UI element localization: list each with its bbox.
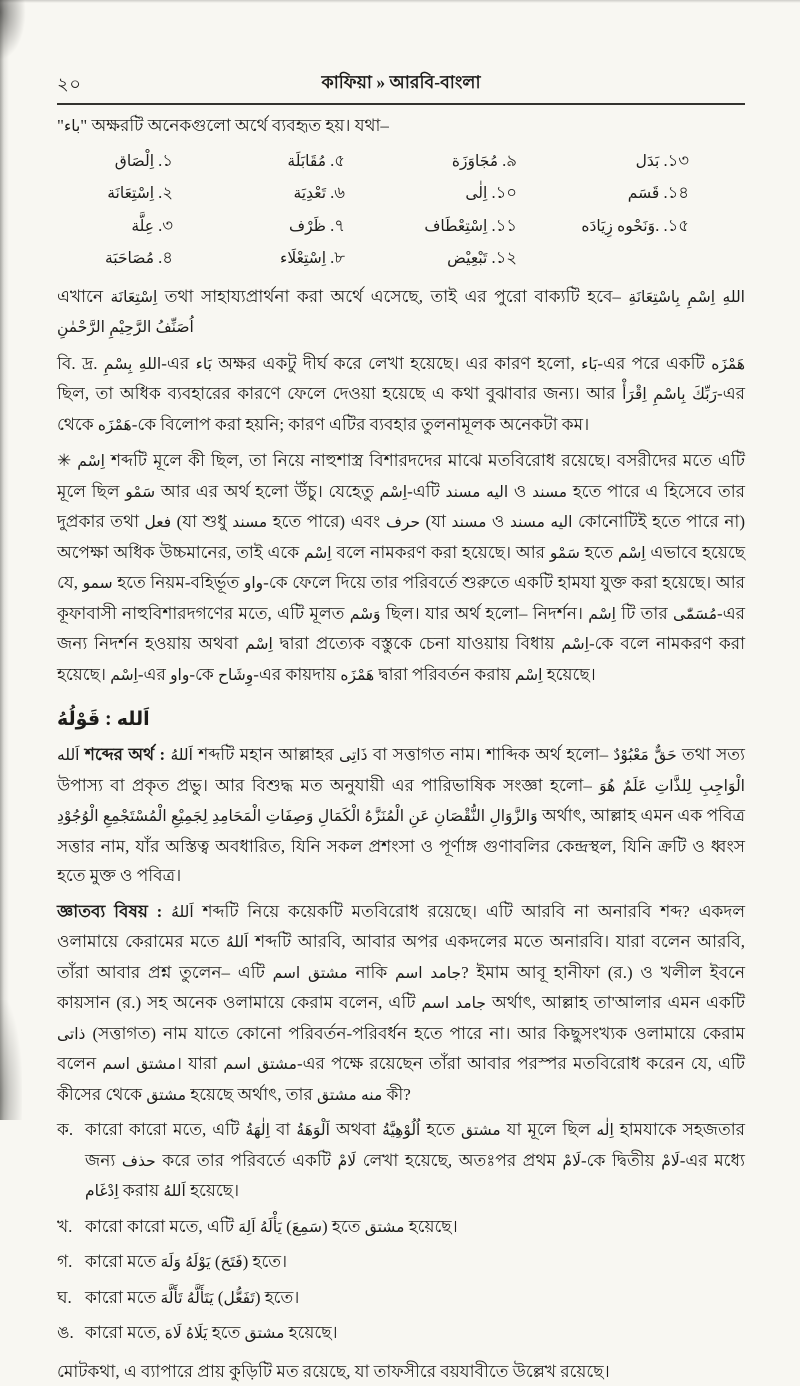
arabic-term: اِسْمِ xyxy=(687,288,715,306)
arabic-term: منه xyxy=(361,1086,382,1104)
bengali-text: কোনোটিই হতে পারে না) অপেক্ষা অধিক উচ্চমানের, তাই একে xyxy=(57,512,745,562)
bengali-text: শব্দটি আরবি, আবার অপর একদলের মতে অনারবি। যারা বলেন আরবি, তাঁরা আবার প্রশ্ন তুলেন– এটি xyxy=(57,932,745,982)
jnatobbo-bishoy-paragraph xyxy=(57,897,745,1111)
bengali-text: দ্বারা পরিবর্তন করায় xyxy=(374,665,515,684)
arabic-term: اسم xyxy=(102,1055,130,1073)
arabic-term: اَللهُ xyxy=(163,1182,185,1200)
bengali-text: ও xyxy=(486,512,510,531)
lead-label: শব্দের অর্থ : xyxy=(79,745,170,764)
arabic-term: هَمْزَه xyxy=(98,416,132,434)
arabic-term: مشتق xyxy=(245,1324,285,1342)
bengali-text: " অক্ষরটি অনেকগুলো অর্থে ব্যবহৃত হয়। যথা– xyxy=(80,116,389,135)
arabic-term: مسند xyxy=(451,513,486,531)
arabic-term: اِسْم xyxy=(561,635,589,653)
bengali-text: -এটি xyxy=(407,482,445,501)
arabic-term: سَمْو xyxy=(550,544,580,562)
item-number: .১৩ xyxy=(659,151,689,170)
arabic-term: مشتق xyxy=(136,1055,176,1073)
arabic-term: اسم xyxy=(395,964,423,982)
ism-origin-paragraph xyxy=(57,446,745,690)
arabic-term: مشتق xyxy=(146,1086,186,1104)
arabic-term: مُقَابَلَة xyxy=(287,152,326,170)
arabic-term: مشتق xyxy=(257,1055,297,1073)
arabic-term: بَاء xyxy=(581,355,597,373)
meaning-item xyxy=(229,242,401,275)
bengali-text: টি তার xyxy=(616,604,673,623)
arabic-term: لَامْ xyxy=(563,1152,581,1170)
arabic-term: مَعْبُوْدٌ xyxy=(613,746,648,764)
arabic-term: عَنِ xyxy=(408,807,429,825)
bengali-text: (সত্তাগত) নাম যাতে কোনো পরিবর্তন-পরিবর্ধন হতে পারে না। আর কিছুসংখ্যক ওলামায়ে কেরাম বলেন xyxy=(57,1024,745,1074)
bengali-text: হতে পারে এ হিসেবে তার দুপ্রকার তথা xyxy=(57,482,745,532)
arabic-term: ذَاتِى xyxy=(339,746,367,764)
arabic-term: سَمْو xyxy=(125,483,155,501)
arabic-term: جامد xyxy=(455,994,486,1012)
bengali-text: ? ইমাম আবূ হানীফা (র.) ও খলীল ইবনে কায়সান (র.) সহ অনেক ওলামায়ে কেরাম বলেন, এটি xyxy=(57,963,745,1013)
meaning-item xyxy=(229,145,401,178)
arabic-term: جامد xyxy=(430,964,461,982)
arabic-term: مُصَاحَبَة xyxy=(105,249,154,267)
bengali-text: লেখা হয়েছে, অতঃপর প্রথম xyxy=(356,1151,562,1170)
arabic-term: زِيَادَه xyxy=(581,217,613,235)
list-item-text xyxy=(85,1318,745,1349)
arabic-term: قَسَم xyxy=(628,184,660,202)
arabic-term: حذف xyxy=(122,1152,156,1170)
bengali-text: (যা xyxy=(420,512,451,531)
arabic-term: اِلٰه xyxy=(596,1121,613,1139)
arabic-term: لَامْ xyxy=(338,1152,356,1170)
bengali-text: ) হতে। xyxy=(243,1252,288,1271)
meaning-item xyxy=(229,210,401,243)
baa-meanings-table xyxy=(57,145,745,275)
arabic-term: تَفَعُّل xyxy=(223,1289,254,1307)
book-title: কাফিয়া » আরবি-বাংলা xyxy=(57,70,745,99)
item-number: .১০ xyxy=(487,183,517,202)
allah-meaning-paragraph xyxy=(57,740,745,891)
item-number: .৮ xyxy=(326,248,345,267)
bengali-text: করে তার পরিবর্তে একটি xyxy=(156,1151,338,1170)
arabic-term: اُلُوْهِيَّةُ xyxy=(382,1121,420,1139)
arabic-term: مُجَاوَزَة xyxy=(452,152,498,170)
arabic-term: اَلله xyxy=(57,746,79,764)
bengali-text: হয়েছে। xyxy=(186,1181,239,1200)
arabic-term: اِدْغَام xyxy=(85,1182,119,1200)
arabic-term: تَعْدِيَة xyxy=(293,184,326,202)
item-number: .৪ xyxy=(154,248,173,267)
arabic-term: الْمَحَامِدِ xyxy=(212,807,261,825)
bengali-text: -এর জন্য নিদর্শন হওয়ায় অথবা xyxy=(57,604,745,654)
arabic-term: هَمْزَه xyxy=(711,355,745,373)
arabic-term: يَوْلَهُ xyxy=(185,1253,210,1271)
bengali-text: হয়েছে। xyxy=(542,665,595,684)
arabic-term: بِاسْمِ xyxy=(653,385,685,403)
arabic-term: عِلَّة xyxy=(131,217,154,235)
list-item-label: গ. xyxy=(57,1247,85,1278)
arabic-term: يَتَأَلَّهُ xyxy=(187,1289,214,1307)
arabic-term: اِسْتِعَانَة xyxy=(111,288,158,306)
bengali-text: ( xyxy=(282,1217,292,1236)
bengali-text: শব্দটি মহান আল্লাহর xyxy=(193,745,339,764)
item-number: .১২ xyxy=(487,248,517,267)
bengali-text: এখানে xyxy=(57,287,111,306)
meaning-item xyxy=(57,242,229,275)
arabic-term: حَقٌّ xyxy=(654,746,677,764)
arabic-term: اسم xyxy=(422,994,450,1012)
arabic-term: مشتق xyxy=(365,1218,405,1236)
bengali-text: -এর থেকে xyxy=(57,384,745,434)
bengali-text: ( xyxy=(211,1252,221,1271)
arabic-term: النُّقْصَانِ xyxy=(434,807,485,825)
arabic-term: مسند xyxy=(510,513,545,531)
bengali-text: হয়েছে। xyxy=(404,1217,457,1236)
arabic-term: حرف xyxy=(386,513,420,531)
arabic-term: اِسْم xyxy=(110,666,138,684)
arabic-term: تَأَلَّهَ xyxy=(160,1289,182,1307)
bengali-text: বা xyxy=(270,1120,297,1139)
list-item-label: খ. xyxy=(57,1212,85,1243)
bengali-text: অথবা xyxy=(330,1120,382,1139)
bengali-text: তথা সাহায্যপ্রার্থনা করা অর্থে এসেছে, তাই এর পুরো বাক্যটি হবে– xyxy=(157,287,628,306)
bengali-text: শব্দটি মূলে কী ছিল, তা নিয়ে নাহুশাস্ত্র বিশারদদের মাঝে মতবিরোধ রয়েছে। বসরীদের মতে এটি মূলে ছিল xyxy=(57,451,745,501)
list-item-label: ঘ. xyxy=(57,1283,85,1314)
arabic-term: اِسْم xyxy=(618,544,646,562)
meanings-column-1 xyxy=(57,145,229,275)
bengali-text: -কে বিলোপ করা হয়নি; কারণ এটির ব্যবহার তুলনামূলক অনেকটা কম। xyxy=(132,415,589,434)
arabic-term: وَلَهَ xyxy=(160,1253,181,1271)
opinion-item-kha xyxy=(57,1212,745,1243)
list-item-label: ঙ. xyxy=(57,1318,85,1349)
bidro-note-paragraph xyxy=(57,349,745,441)
arabic-term: اِلٰى xyxy=(465,184,487,202)
bengali-text: -এর xyxy=(138,665,170,684)
arabic-term: الْكَمَالِ xyxy=(318,807,361,825)
bengali-text: হয়েছে। xyxy=(284,1323,337,1342)
bengali-text: ) হতে xyxy=(322,1217,365,1236)
list-item-text xyxy=(85,1115,745,1207)
arabic-term: اِسْم xyxy=(77,452,105,470)
bengali-text: কারো কারো মতে, এটি xyxy=(85,1217,238,1236)
bengali-text: " xyxy=(57,116,64,135)
opinion-item-uma xyxy=(57,1318,745,1349)
arabic-term: الْمُنَزَّهُ xyxy=(365,807,404,825)
arabic-term: لَاهَ xyxy=(165,1324,182,1342)
opinion-item-ga xyxy=(57,1247,745,1278)
bengali-text: হতে xyxy=(580,543,618,562)
bengali-text: কারো মতে xyxy=(85,1252,160,1271)
bengali-text: কী? xyxy=(382,1085,411,1104)
arabic-term: اليه xyxy=(486,483,508,501)
bengali-text: -কে ফেলে দিয়ে তার পরিবর্তে শুরুতে একটি হামযা যুক্ত করা হয়েছে। আর কূফাবাসী নাহুবিশারদগণের মতে, এটি মূলত xyxy=(57,573,745,623)
arabic-term: يَأْلَهُ xyxy=(260,1218,282,1236)
arabic-term: اِسْم xyxy=(515,666,543,684)
bengali-text: নাকি xyxy=(348,963,395,982)
arabic-term: الرَّحِيْمِ xyxy=(109,318,151,336)
bengali-text: : xyxy=(100,708,117,730)
arabic-term: وَصِفَاتِ xyxy=(266,807,314,825)
item-number: .৯ xyxy=(498,151,517,170)
item-number: .৭ xyxy=(326,216,345,235)
arabic-term: ظَرْف xyxy=(289,217,326,235)
bengali-text: (যা শুধু xyxy=(171,512,232,531)
bengali-text: -এর xyxy=(161,354,195,373)
meaning-item xyxy=(573,177,745,210)
arabic-term: اِسْتِعْطَاف xyxy=(424,217,487,235)
arabic-term: اِسْم xyxy=(379,483,407,501)
opinion-item-gha xyxy=(57,1283,745,1314)
item-number: .১৪ xyxy=(659,183,689,202)
bengali-text: ( xyxy=(214,1288,224,1307)
meaning-item xyxy=(573,145,745,178)
item-number: .৫ xyxy=(326,151,345,170)
arabic-term: مُسَمّٰى xyxy=(673,605,717,623)
bengali-text: করায় xyxy=(119,1181,164,1200)
arabic-term: اِسْم xyxy=(304,544,332,562)
meaning-item xyxy=(401,242,573,275)
meaning-item xyxy=(57,145,229,178)
bengali-text: কারো মতে, xyxy=(85,1323,165,1342)
arabic-term: سمو xyxy=(83,574,113,592)
arabic-term: قَوْلُهُ xyxy=(57,708,100,730)
arabic-term: واو xyxy=(170,666,189,684)
list-item-label: ক. xyxy=(57,1115,85,1207)
arabic-term: رَبِّكَ xyxy=(692,385,717,403)
arabic-term: اَلِهَ xyxy=(238,1218,255,1236)
arabic-term: مشتق xyxy=(461,1121,501,1139)
bengali-text: ছিল, তা অধিক ব্যবহারের কারণে ফেলে দেওয়া হয়েছে এ কথা বুঝাবার জন্য। আর xyxy=(57,384,622,403)
arabic-term: وِشَاح xyxy=(218,666,253,684)
arabic-term: اَللهُ xyxy=(226,933,248,951)
bengali-text: -কে বলে নামকরণ করা হয়েছে। xyxy=(57,634,745,684)
meanings-column-3 xyxy=(401,145,573,275)
list-item-text xyxy=(85,1283,745,1314)
bengali-text: তথা সত্য উপাস্য বা প্রকৃত প্রভু। আর বিশুদ্ধ মত অনুযায়ী এর পারিভাষিক সংজ্ঞা হলো– xyxy=(57,745,745,795)
arabic-term: اَللهُ xyxy=(171,903,193,921)
bengali-text: ও xyxy=(508,482,532,501)
conclusion-paragraph xyxy=(57,1357,745,1386)
meanings-column-4 xyxy=(573,145,745,275)
bengali-text: কারো মতে xyxy=(85,1288,160,1307)
arabic-term: فَتَحَ xyxy=(221,1253,243,1271)
item-number: .১ xyxy=(154,151,173,170)
arabic-term: لِلذَّاتِ xyxy=(655,777,692,795)
arabic-term: مسند xyxy=(232,513,267,531)
bengali-text: অর্থাৎ, আল্লাহ তা'আলার এমন একটি xyxy=(486,993,745,1012)
arabic-term: فعل xyxy=(145,513,172,531)
arabic-term: وَالزَّوَالِ xyxy=(489,807,537,825)
arabic-term: هَمْزَه xyxy=(340,666,374,684)
bengali-text: -কে xyxy=(189,665,218,684)
arabic-term: مسند xyxy=(446,483,481,501)
arabic-term: ذاتى xyxy=(57,1025,85,1043)
arabic-term: عَلَمٌ xyxy=(623,777,648,795)
arabic-term: اِسْم xyxy=(588,605,616,623)
bengali-text: -এর মধ্যে xyxy=(680,1151,745,1170)
bengali-text: দ্বারা প্রত্যেক বস্তুকে চেনা যাওয়ায় বিধায় xyxy=(273,634,562,653)
meaning-item xyxy=(229,177,401,210)
meaning-item xyxy=(57,210,229,243)
arabic-term: سَمِعَ xyxy=(292,1218,322,1236)
page-body xyxy=(57,111,745,1386)
arabic-term: وَسْم xyxy=(350,605,381,623)
item-number: .১১ xyxy=(487,216,517,235)
arabic-term: باء xyxy=(64,117,80,135)
bengali-text: -এর পরে একটি xyxy=(597,354,711,373)
arabic-term: اَلْوَهَةُ xyxy=(296,1121,330,1139)
meaning-item: زِيَادَه وَنَحْوه. .১৫ xyxy=(573,210,745,243)
arabic-term: اِلٰهَةُ xyxy=(245,1121,269,1139)
intro-paragraph xyxy=(57,111,745,142)
bengali-text: যা মূলে ছিল xyxy=(501,1120,597,1139)
arabic-term: اِسْم xyxy=(245,635,273,653)
qawluhu-allah-heading xyxy=(57,704,745,734)
arabic-term: اَللهُ xyxy=(170,746,192,764)
bengali-text: হতে পারে) এবং xyxy=(267,512,386,531)
arabic-term: اِسْتِعْلَاء xyxy=(280,249,326,267)
page-number: ২০ xyxy=(57,74,81,94)
arabic-term: واو xyxy=(244,574,263,592)
opinion-item-ka xyxy=(57,1115,745,1207)
bengali-text: হতে xyxy=(208,1323,245,1342)
bengali-text: অর্থাৎ, আল্লাহ এমন এক পবিত্র সত্তার নাম, যাঁর অস্তিত্ব অবধারিত, যিনি সকল প্রশংসা ও পূর্ণাঙ্গ গুণাবলির কেন্দ্রস্থল, যিনি ক্রটি ও ধ্বংস হতে মুক্ত ও পবিত্র। xyxy=(57,806,745,885)
bengali-text: ) হতে। xyxy=(255,1288,300,1307)
bengali-text: -এর কায়দায় xyxy=(253,665,340,684)
bengali-text: হতে নিয়ম-বহির্ভূত xyxy=(113,573,244,592)
arabic-term: بِسْمِ xyxy=(104,355,132,373)
arabic-term: اللهِ xyxy=(139,355,161,373)
meaning-item xyxy=(57,177,229,210)
lead-label: জ্ঞাতব্য বিষয় : xyxy=(57,902,171,921)
list-item-text xyxy=(85,1247,745,1278)
bengali-text: বা সত্তাগত নাম। শাব্দিক অর্থ হলো– xyxy=(368,745,614,764)
bengali-text: ছিল। যার অর্থ হলো– নিদর্শন। xyxy=(381,604,589,623)
bengali-text: ✳ xyxy=(57,451,77,470)
arabic-term: مشتق xyxy=(317,1086,357,1104)
item-number: .২ xyxy=(154,183,173,202)
bengali-text: বি. দ্র. xyxy=(57,354,104,373)
arabic-term: اليه xyxy=(550,513,572,531)
arabic-term: بَدَل xyxy=(636,152,660,170)
meaning-item xyxy=(401,177,573,210)
item-number: .৬ xyxy=(326,183,345,202)
meaning-item xyxy=(401,145,573,178)
arabic-term: اسم xyxy=(223,1055,251,1073)
arabic-term: يَلَاهُ xyxy=(186,1324,208,1342)
bengali-text: -কে দ্বিতীয় xyxy=(581,1151,661,1170)
arabic-term: لِجَمِيْعِ xyxy=(171,807,208,825)
bengali-text: -এর পক্ষে রয়েছেন তাঁরা আবার পরস্পর মতবিরোধ করেন যে, এটি কীসের থেকে xyxy=(57,1054,745,1104)
bengali-text: আর এর অর্থ হলো উঁচু। যেহেতু xyxy=(155,482,379,501)
page-header xyxy=(57,70,745,94)
arabic-term: الرَّحْمٰنِ xyxy=(57,318,105,336)
arabic-term: تَبْعِيْض xyxy=(447,249,487,267)
bengali-text: এভাবে হয়েছে যে, xyxy=(57,543,745,593)
arabic-term: الْوُجُوْدِ xyxy=(57,807,99,825)
arabic-term: اِلْصَاق xyxy=(115,152,154,170)
item-number: .১৫ xyxy=(659,216,689,235)
header-rule xyxy=(57,103,745,105)
arabic-term: اللهِ xyxy=(723,288,745,306)
item-number: .৩ xyxy=(154,216,173,235)
arabic-term: مشتق xyxy=(308,964,348,982)
bengali-text: কারো কারো মতে, এটি xyxy=(85,1120,245,1139)
arabic-term: اُصَنِّفُ xyxy=(156,318,194,336)
istiana-explanation-paragraph xyxy=(57,282,745,343)
arabic-term: لَامْ xyxy=(661,1152,679,1170)
bengali-text: হতে xyxy=(420,1120,461,1139)
arabic-term: اِقْرَأْ xyxy=(622,385,647,403)
bengali-text: শব্দটি নিয়ে কয়েকটি মতবিরোধ রয়েছে। এটি আরবি না অনারবি শব্দ? একদল ওলামায়ে কেরামের মতে xyxy=(57,902,745,952)
meaning-item xyxy=(401,210,573,243)
arabic-term: بَاء xyxy=(196,355,212,373)
bengali-text: মোটকথা, এ ব্যাপারে প্রায় কুড়িটি মত রয়েছে, যা তাফসীরে বয়যাবীতে উল্লেখ রয়েছে। xyxy=(57,1362,610,1381)
arabic-term: اَلله xyxy=(117,708,150,730)
arabic-term: اِسْتِعَانَة xyxy=(107,184,154,202)
arabic-term: الْمُسْتَجْمِعِ xyxy=(103,807,167,825)
bengali-text: হামযাকে সহজতার জন্য xyxy=(85,1120,745,1170)
arabic-term: اسم xyxy=(273,964,301,982)
arabic-term: مسند xyxy=(532,483,567,501)
bengali-text: বলে নামকরণ করা হয়েছে। আর xyxy=(332,543,550,562)
arabic-term: الْوَاجِبِ xyxy=(699,777,745,795)
arabic-term: هُوَ xyxy=(599,777,615,795)
arabic-term: بِاسْتِعَانَةِ xyxy=(628,288,680,306)
bengali-text: অক্ষর একটু দীর্ঘ করে লেখা হয়েছে। এর কারণ হলো, xyxy=(212,354,581,373)
list-item-text xyxy=(85,1212,745,1243)
bengali-text: । যারা xyxy=(176,1054,224,1073)
arabic-term: وَنَحْوه xyxy=(617,217,655,235)
meanings-column-2 xyxy=(229,145,401,275)
bengali-text: হয়েছে অর্থাৎ, তার xyxy=(186,1085,317,1104)
